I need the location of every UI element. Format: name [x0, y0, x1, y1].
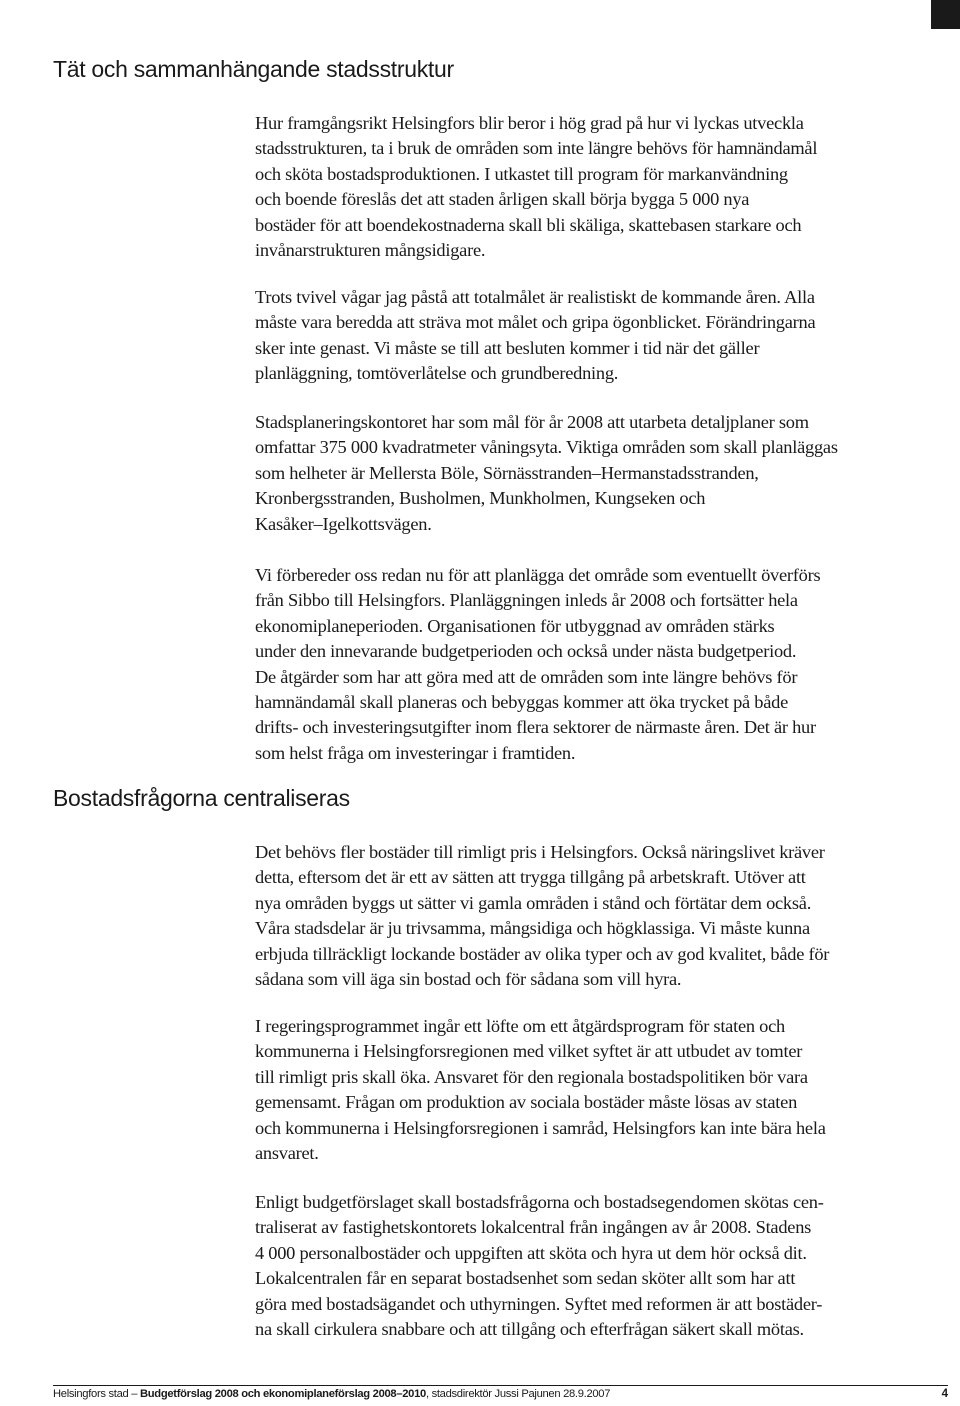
text-line: till rimligt pris skall öka. Ansvaret för den regionala bostadspolitiken bör vara: [255, 1066, 808, 1087]
page-number: 4: [941, 1388, 948, 1400]
text-line: som helheter är Mellersta Böle, Sörnässtranden–Hermanstadsstranden,: [255, 462, 759, 483]
text-line: som helst fråga om investeringar i framtiden.: [255, 742, 576, 763]
text-line: och kommunerna i Helsingforsregionen i samråd, Helsingfors kan inte bära hela: [255, 1117, 826, 1138]
text-line: Trots tvivel vågar jag påstå att totalmålet är realistiskt de kommande åren. Alla: [255, 287, 815, 307]
text-line: från Sibbo till Helsingfors. Planläggningen inleds år 2008 och fortsätter hela: [255, 590, 798, 611]
text-line: I regeringsprogrammet ingår ett löfte om ett åtgärdsprogram för staten och: [255, 1016, 785, 1036]
text-line: Stadsplaneringskontoret har som mål för år 2008 att utarbeta detaljplaner som: [255, 412, 809, 432]
text-line: kommunerna i Helsingforsregionen med vilket syftet är att utbudet av tomter: [255, 1041, 803, 1062]
footer-document-title: Budgetförslag 2008 och ekonomiplaneförslag 2008–2010: [139, 1388, 426, 1400]
text-line: ekonomiplaneperioden. Organisationen för utbyggnad av områden stärks: [255, 615, 775, 636]
text-line: erbjuda tillräckligt lockande bostäder av olika typer och av god kvalitet, både för: [255, 943, 830, 964]
paragraph: [255, 1014, 907, 1166]
text-line: Det behövs fler bostäder till rimligt pris i Helsingfors. Också näringslivet kräver: [255, 842, 825, 862]
text-line: traliserat av fastighetskontorets lokalcentral från ingången av år 2008. Stadens: [255, 1217, 812, 1238]
text-line: göra med bostadsägandet och uthyrningen. Syftet med reformen är att bostäder-: [255, 1293, 823, 1314]
footer-text: [53, 1388, 610, 1400]
text-line: Lokalcentralen får en separat bostadsenhet som sedan sköter allt som har att: [255, 1268, 796, 1289]
text-line: sådana som vill äga sin bostad och för sådana som vill hyra.: [255, 969, 682, 990]
paragraph: [255, 111, 907, 263]
text-line: Hur framgångsrikt Helsingfors blir beror i hög grad på hur vi lyckas utveckla: [255, 113, 804, 133]
paragraph: [255, 410, 907, 537]
text-line: drifts- och investeringsutgifter inom flera sektorer de närmaste åren. Det är hur: [255, 717, 816, 738]
paragraph: [255, 285, 907, 387]
text-line: invånarstrukturen mångsidigare.: [255, 240, 486, 261]
text-line: Enligt budgetförslaget skall bostadsfrågorna och bostadsegendomen skötas cen-: [255, 1192, 824, 1212]
footer-org: Helsingfors stad: [53, 1388, 129, 1400]
text-line: nya områden byggs ut sätter vi gamla områden i stånd och förtätar dem också.: [255, 892, 812, 913]
text-line: omfattar 375 000 kvadratmeter våningsyta. Viktiga områden som skall planläggas: [255, 437, 838, 458]
text-line: och sköta bostadsproduktionen. I utkastet till program för markanvändning: [255, 163, 788, 184]
text-line: bostäder för att boendekostnaderna skall bli skäliga, skattebasen starkare och: [255, 214, 802, 235]
section-heading-bostadsfragor: Bostadsfrågorna centraliseras: [53, 785, 350, 811]
text-line: detta, eftersom det är ett av sätten att trygga tillgång på arbetskraft. Utöver att: [255, 867, 806, 888]
footer-divider: [53, 1385, 948, 1386]
text-line: och boende föreslås det att staden årligen skall börja bygga 5 000 nya: [255, 189, 750, 210]
text-line: Våra stadsdelar är ju trivsamma, mångsidiga och högklassiga. Vi måste kunna: [255, 918, 810, 939]
text-line: gemensamt. Frågan om produktion av sociala bostäder måste lösas av staten: [255, 1092, 798, 1113]
text-line: 4 000 personalbostäder och uppgiften att sköta och hyra ut dem hör också dit.: [255, 1242, 807, 1263]
paragraph: [255, 840, 907, 992]
corner-mark: [931, 0, 960, 29]
text-line: ansvaret.: [255, 1143, 319, 1164]
text-line: planläggning, tomtöverlåtelse och grundberedning.: [255, 363, 619, 384]
text-line: na skall cirkulera snabbare och att tillgång och efterfrågan säkert skall mötas.: [255, 1319, 804, 1340]
text-line: Kasåker–Igelkottsvägen.: [255, 513, 432, 534]
text-line: under den innevarande budgetperioden och också under nästa budgetperiod.: [255, 641, 797, 662]
section-heading-stadsstruktur: Tät och sammanhängande stadsstruktur: [53, 56, 454, 82]
text-line: De åtgärder som har att göra med att de områden som inte längre behövs för: [255, 666, 798, 687]
text-line: Vi förbereder oss redan nu för att planlägga det område som eventuellt överförs: [255, 565, 821, 585]
text-line: sker inte genast. Vi måste se till att besluten kommer i tid när det gäller: [255, 337, 760, 358]
text-line: hamnändamål skall planeras och bebyggas kommer att öka trycket på både: [255, 692, 788, 713]
footer-separator: –: [131, 1388, 138, 1400]
text-line: stadsstrukturen, ta i bruk de områden som inte längre behövs för hamnändamål: [255, 138, 818, 159]
text-line: måste vara beredda att sträva mot målet och gripa ögonblicket. Förändringarna: [255, 312, 816, 333]
footer-author: , stadsdirektör Jussi Pajunen 28.9.2007: [425, 1388, 611, 1400]
paragraph: [255, 1190, 907, 1342]
text-line: Kronbergsstranden, Busholmen, Munkholmen, Kungseken och: [255, 488, 706, 509]
paragraph: [255, 563, 907, 766]
